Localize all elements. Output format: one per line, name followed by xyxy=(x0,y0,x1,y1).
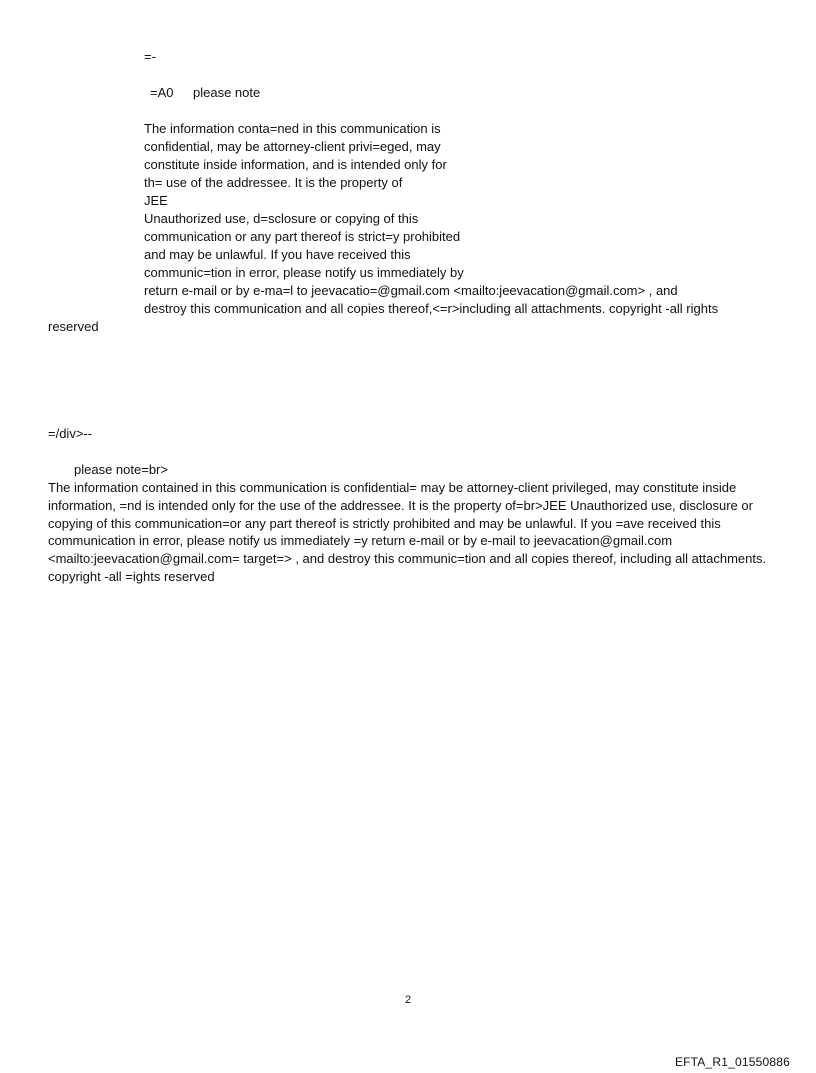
disclaimer-paragraph: The information contained in this communication is confidential= may be attorney-client privileged, may constitute inside information, =nd is intended only for the use of the addressee. It is the property of=br>JEE Unauthorized use, disclosure or copying of this communication=or any part thereof is strictly prohibited and may be unlawful. If you =ave received this communication in error, please notify us immediately =y return e-mail or by e-mail to jeevacation@gmail.com <mailto:jeevacation@gmail.com= target=> , and destroy this communic=tion and all copies thereof, including all attachments. copyright -all =ights reserved xyxy=(48,480,767,584)
fragment-text: =- xyxy=(144,49,156,64)
disclaimer-line: destroy this communication and all copies thereof,<=r>including all attachments. copyright -all rights xyxy=(144,301,719,316)
page-number: 2 xyxy=(404,994,412,1006)
disclaimer-line: JEE xyxy=(144,193,168,208)
disclaimer-line: constitute inside information, and is intended only for xyxy=(144,157,447,172)
disclaimer-line: The information conta=ned in this communication is xyxy=(144,121,441,136)
note-heading-2: please note=br> xyxy=(74,462,168,477)
disclaimer-line: Unauthorized use, d=sclosure or copying of this xyxy=(144,211,419,226)
disclaimer-line: return e-mail or by e-ma=l to jeevacatio=@gmail.com <mailto:jeevacation@gmail.com> , and xyxy=(144,283,678,298)
note-heading: please note xyxy=(193,85,261,100)
disclaimer-line: confidential, may be attorney-client privi=eged, may xyxy=(144,139,441,154)
note-code: =A0 xyxy=(150,85,174,100)
bates-number: EFTA_R1_01550886 xyxy=(674,1055,790,1069)
disclaimer-line: communication or any part thereof is strict=y prohibited xyxy=(144,229,461,244)
div-fragment: =/div>-- xyxy=(48,426,93,441)
disclaimer-wrap: reserved xyxy=(48,319,99,334)
disclaimer-line: communic=tion in error, please notify us immediately by xyxy=(144,265,464,280)
disclaimer-line: and may be unlawful. If you have received this xyxy=(144,247,411,262)
disclaimer-line: th= use of the addressee. It is the property of xyxy=(144,175,403,190)
